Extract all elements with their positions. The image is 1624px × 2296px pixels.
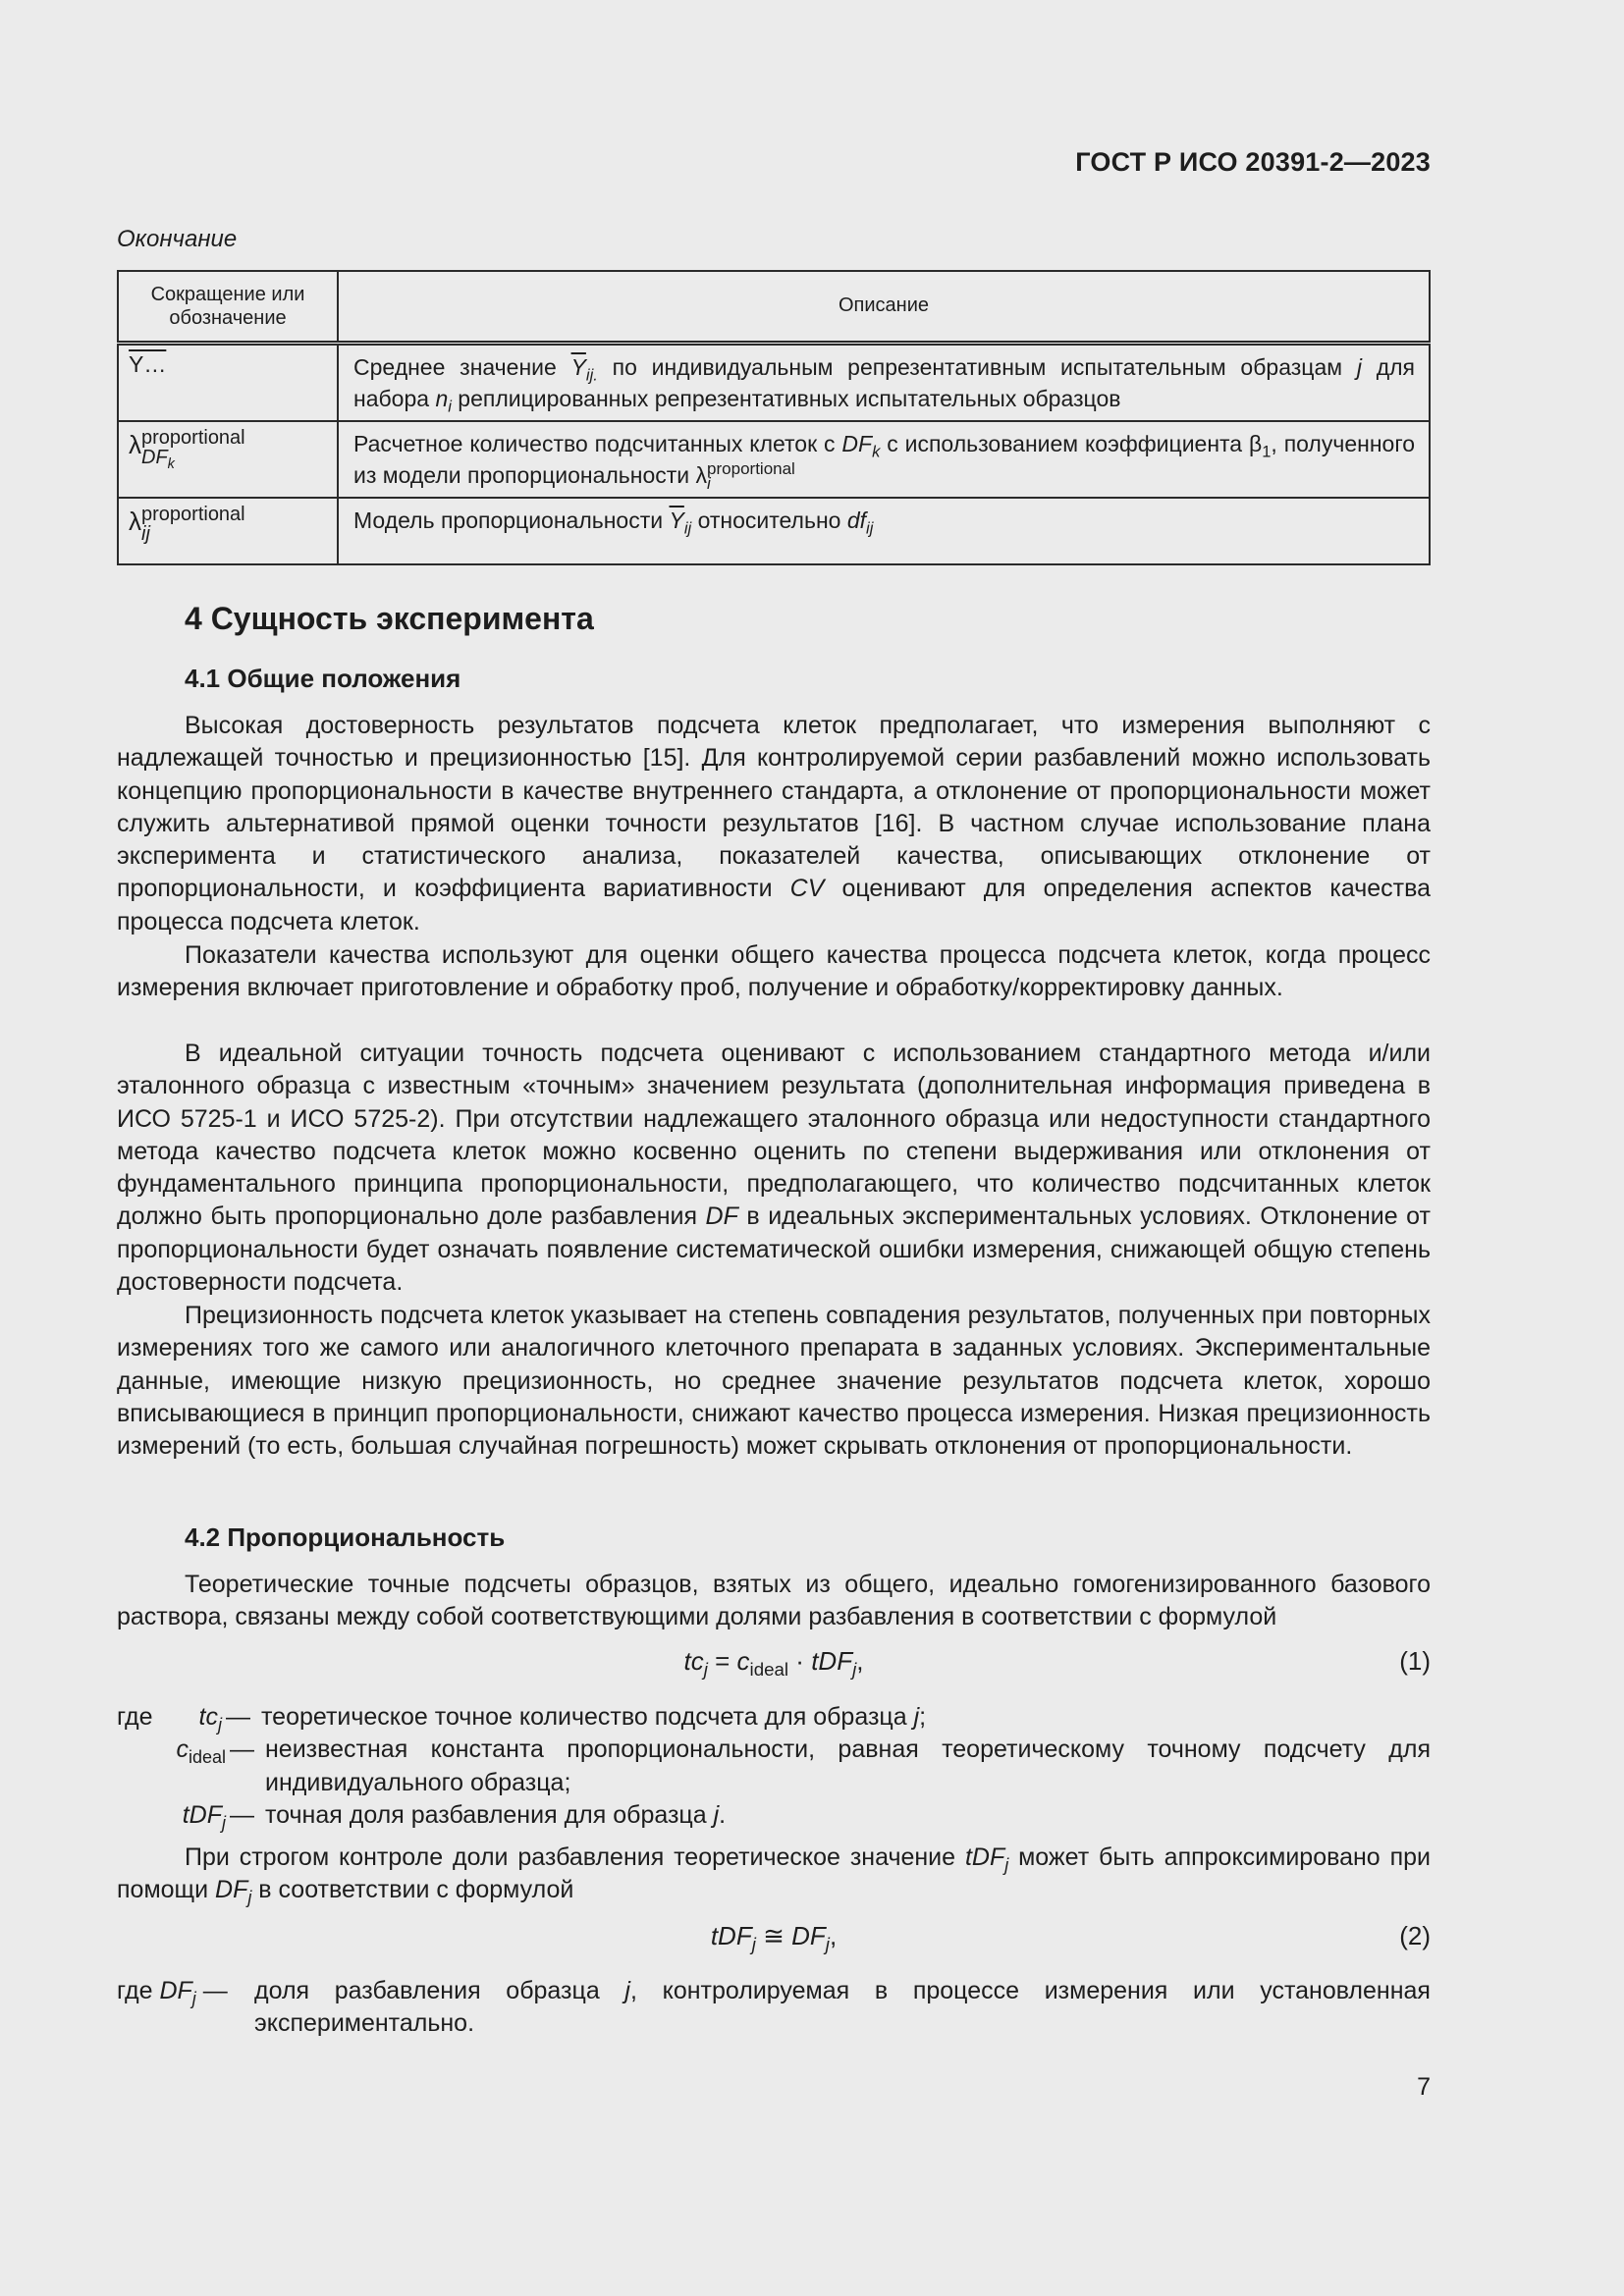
row-description: Расчетное количество подсчитанных клеток с $DF_k$ с использованием коэффициента $\beta_1$, полученного из модели пропорциональности λ proportional i: [338, 421, 1430, 499]
table-row: [118, 421, 1430, 499]
subsection-4-1-title: 4.1 Общие положения: [185, 664, 461, 693]
table-row: [118, 343, 1430, 421]
legend-item: $c_{ideal}$ — неизвестная константа пропорциональности, равная теоретическому точному подсчету для индивидуального образца;: [176, 1735, 1431, 1796]
formula-1: [117, 1646, 1431, 1685]
table-header-row: [118, 271, 1430, 343]
paragraph: В идеальной ситуации точность подсчета оценивают с использованием стандартного метода и/или эталонного образца с известным «точным» значением результата (дополнительная информация приведена в ИСО 5725-1 и ИСО 5725-2). При отсутствии надлежащего эталонного образца или недоступности стандартного метода качество подсчета клеток можно косвенно оценить по степени выдерживания или отклонения от фундаментального принципа пропорциональности, предполагающего, что количество подсчитанных клеток должно быть пропорционально доле разбавления DF в идеальных экспериментальных условиях. Отклонение от пропорциональности будет означать появление систематической ошибки измерения, снижающей общую степень достоверности подсчета.: [117, 1040, 1431, 1297]
row-symbol: λ proportional $DF_k$: [118, 421, 338, 499]
symbol-y-mean: Y…: [129, 350, 167, 377]
table-caption: Окончание: [117, 226, 238, 252]
paragraph: Высокая достоверность результатов подсчета клеток предполагает, что измерения выполняют с надлежащей точностью и прецизионностью [15]. Для контролируемой серии разбавлений можно использовать концепцию пропорциональности в качестве внутреннего стандарта, а отклонение от пропорциональности может служить альтернативой прямой оценки точности результатов [16]. В частном случае использование плана эксперимента и статистического анализа, показателей качества, описывающих отклонение от пропорциональности, и коэффициента вариативности CV оценивают для определения аспектов качества процесса подсчета клеток.: [117, 712, 1431, 935]
row-symbol: λ proportional ij: [118, 498, 338, 564]
formula-1-number: (1): [1399, 1646, 1431, 1676]
paragraph: Показатели качества используют для оценки общего качества процесса подсчета клеток, когда процесс измерения включает приготовление и обработку проб, получение и обработку/корректировку данных.: [117, 941, 1431, 1002]
formula-1-expression: $tc_j = c_{ideal} \cdot tDF_j$,: [683, 1646, 864, 1681]
legend-formula-2: где $DF_j$ — доля разбавления образца j, контролируемая в процессе измерения или установленная экспериментально.: [117, 1977, 1431, 2038]
row-description: Модель пропорциональности $\overline{Y}_{ij}$ относительно $df_{ij}$: [338, 498, 1430, 564]
formula-2-number: (2): [1399, 1921, 1431, 1950]
legend-formula-1: [117, 1701, 1431, 1832]
row-description: Среднее значение $\overline{Y}_{ij.}$ по индивидуальным репрезентативным испытательным образцам j для набора $n_i$ реплицированных репрезентативных испытательных образцов: [338, 343, 1430, 421]
table-row: [118, 498, 1430, 564]
abbreviations-table: [117, 270, 1431, 565]
formula-2: [117, 1921, 1431, 1960]
subsection-4-2-title: 4.2 Пропорциональность: [185, 1522, 506, 1552]
page-number: 7: [1417, 2073, 1431, 2101]
paragraph: Прецизионность подсчета клеток указывает на степень совпадения результатов, полученных при повторных измерениях того же самого или аналогичного клеточного препарата в заданных условиях. Экспериментальные данные, имеющие низкую прецизионность, но среднее значение результатов подсчета клеток, хорошо вписывающиеся в принцип пропорциональности, снижают качество процесса измерения. Низкая прецизионность измерений (то есть, большая случайная погрешность) может скрывать отклонения от пропорциональности.: [117, 1302, 1431, 1461]
paragraph: При строгом контроле доли разбавления теоретическое значение tDF$_j$ может быть аппроксимировано при помощи $DF_j$ в соответствии с формулой: [117, 1843, 1431, 1908]
paragraph: Теоретические точные подсчеты образцов, взятых из общего, идеально гомогенизированного базового раствора, связаны между собой соответствующими долями разбавления в соответствии с формулой: [117, 1571, 1431, 1631]
legend-item: tDF$_j$ — точная доля разбавления для образца j.: [182, 1800, 727, 1833]
standard-id: ГОСТ Р ИСО 20391-2—2023: [1075, 147, 1431, 177]
header-description: Описание: [338, 271, 1430, 343]
formula-2-expression: tDF$_j$ ≅ $DF_j$,: [710, 1921, 838, 1955]
row-symbol: [118, 343, 338, 421]
header-symbol: Сокращение или обозначение: [118, 271, 338, 343]
section-4-title: 4 Сущность эксперимента: [185, 601, 594, 636]
legend-item: где $tc_j$ — теоретическое точное количество подсчета для образца j;: [117, 1703, 927, 1735]
